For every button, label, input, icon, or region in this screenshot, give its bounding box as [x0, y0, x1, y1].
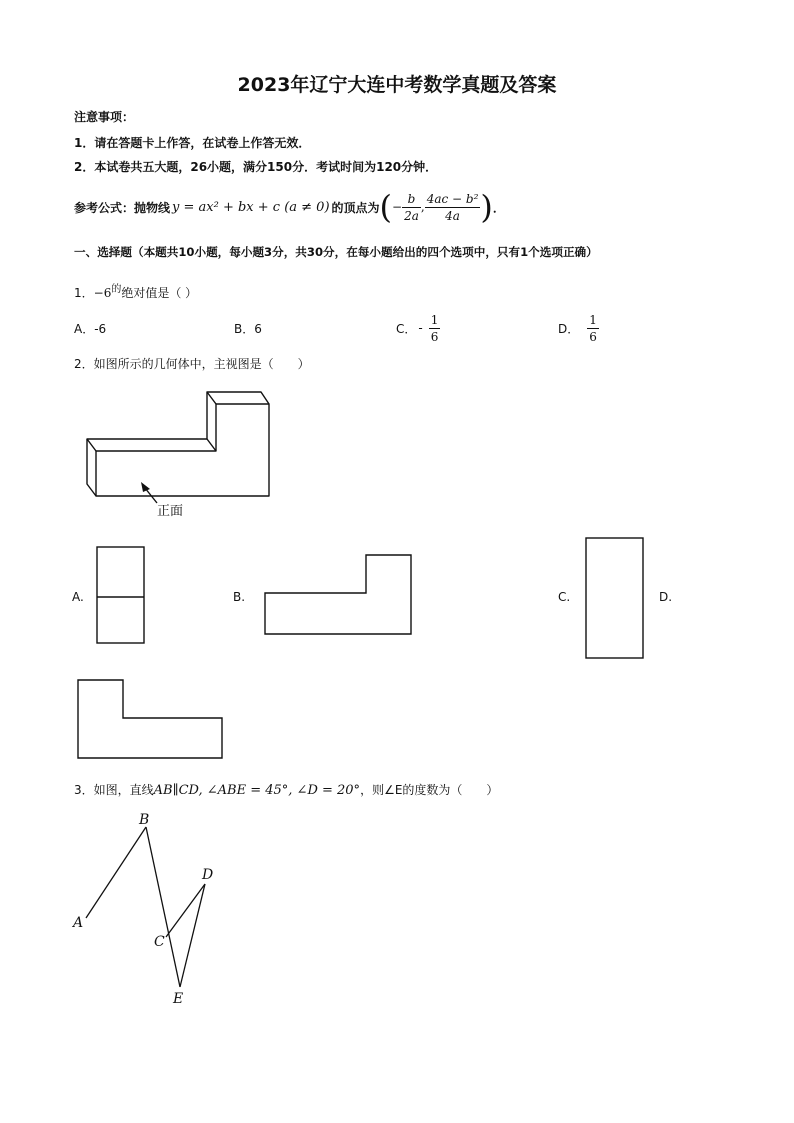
point-d: D: [202, 867, 214, 883]
point-c: C: [154, 934, 165, 950]
formula-prefix: 参考公式：抛物线: [74, 200, 171, 215]
vertex-x-fraction: $\frac{b}{2a}$: [404, 191, 419, 223]
notice-heading: 注意事项：: [74, 110, 135, 124]
q2-option-c-label[interactable]: C.: [558, 590, 571, 604]
line-be: [146, 827, 180, 987]
page-title: 2023年辽宁大连中考数学真题及答案: [237, 74, 557, 96]
formula-middle: 的顶点为: [331, 200, 380, 215]
line-de: [180, 884, 205, 987]
left-paren: (: [379, 188, 393, 226]
point-b: B: [139, 812, 150, 828]
question-2-stem: 2．如图所示的几何体中，主视图是（ ）: [74, 357, 310, 371]
vertex-y-fraction: $\frac{\text{4ac − b²}}{4a}$: [426, 191, 479, 223]
q1-option-d[interactable]: D． $\frac{1}{6}$: [558, 312, 597, 344]
front-label: 正面: [157, 504, 184, 519]
section-heading: 一、选择题（本题共10小题，每小题3分，共30分，在每小题给出的四个选项中，只有1个选项正确）: [74, 245, 598, 259]
line-ab: [86, 827, 146, 918]
q2-option-a-label[interactable]: A.: [72, 590, 84, 604]
formula-expression: y = ax² + bx + c (a ≠ 0): [172, 199, 330, 215]
point-a: A: [73, 915, 84, 931]
notice-item-1: 1．请在答题卡上作答，在试卷上作答无效．: [74, 136, 311, 150]
formula-suffix: ．: [492, 200, 505, 215]
fraction: $\frac{1}{6}$: [430, 312, 439, 344]
notice-item-2: 2．本试卷共五大题，26小题，满分150分．考试时间为120分钟．: [74, 160, 438, 174]
point-e: E: [173, 991, 184, 1007]
question-3-stem: 3．如图，直线 AB∥CD, ∠ABE = 45°, ∠D = 20° ，则∠E的度数为（ ）: [74, 783, 499, 798]
q1-option-c[interactable]: C． - $\frac{1}{6}$: [396, 312, 439, 344]
q1-option-a[interactable]: A．-6: [74, 322, 107, 336]
q2-option-d-label[interactable]: D.: [659, 590, 673, 604]
q1-option-b[interactable]: B．6: [234, 322, 262, 336]
q2-option-b-label[interactable]: B.: [233, 590, 246, 604]
reference-formula: 参考公式：抛物线 y = ax² + bx + c (a ≠ 0) 的顶点为 ( − $\frac{b}{2a}$ , $\frac{\text{4ac − b²}}{4a}$ ) ．: [74, 188, 505, 226]
fraction: $\frac{1}{6}$: [589, 312, 597, 344]
right-paren: ): [480, 188, 493, 226]
question-1-stem: 1．$-6^的$绝对值是（ ）: [74, 284, 198, 300]
